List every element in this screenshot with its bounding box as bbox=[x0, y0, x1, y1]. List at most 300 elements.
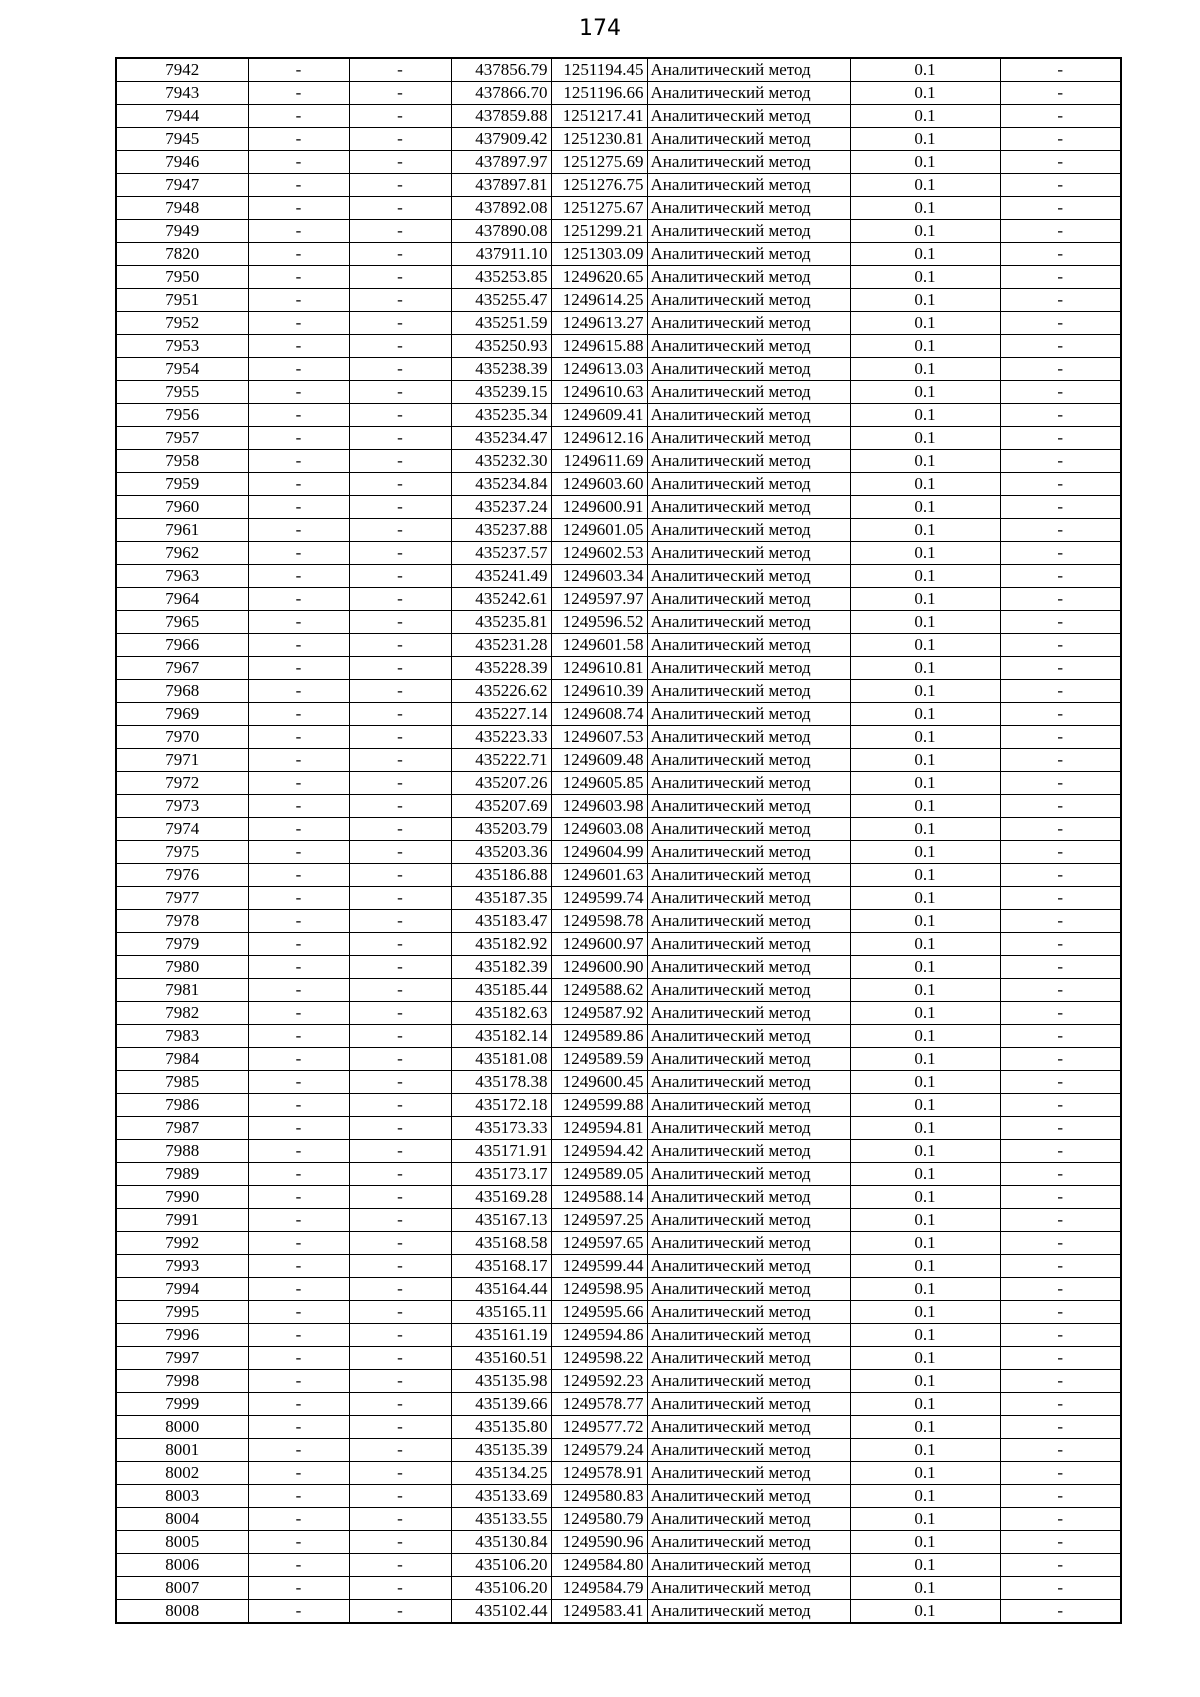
x-coordinate-cell: 435182.39 bbox=[451, 956, 551, 979]
column-8-cell: - bbox=[1000, 58, 1121, 82]
accuracy-cell: 0.1 bbox=[850, 220, 1000, 243]
column-2-cell: - bbox=[248, 174, 349, 197]
column-8-cell: - bbox=[1000, 1508, 1121, 1531]
point-number-cell: 7962 bbox=[116, 542, 248, 565]
table-row bbox=[116, 1048, 1121, 1071]
accuracy-cell: 0.1 bbox=[850, 1232, 1000, 1255]
point-number-cell: 7986 bbox=[116, 1094, 248, 1117]
column-8-cell: - bbox=[1000, 404, 1121, 427]
column-2-cell: - bbox=[248, 1393, 349, 1416]
column-2-cell: - bbox=[248, 381, 349, 404]
column-2-cell: - bbox=[248, 197, 349, 220]
column-8-cell: - bbox=[1000, 1439, 1121, 1462]
column-2-cell: - bbox=[248, 657, 349, 680]
accuracy-cell: 0.1 bbox=[850, 1140, 1000, 1163]
x-coordinate-cell: 435168.58 bbox=[451, 1232, 551, 1255]
accuracy-cell: 0.1 bbox=[850, 519, 1000, 542]
column-8-cell: - bbox=[1000, 1600, 1121, 1624]
column-3-cell: - bbox=[349, 956, 451, 979]
x-coordinate-cell: 435222.71 bbox=[451, 749, 551, 772]
point-number-cell: 7957 bbox=[116, 427, 248, 450]
x-coordinate-cell: 435203.36 bbox=[451, 841, 551, 864]
accuracy-cell: 0.1 bbox=[850, 381, 1000, 404]
method-cell: Аналитический метод bbox=[647, 335, 850, 358]
column-2-cell: - bbox=[248, 1002, 349, 1025]
column-8-cell: - bbox=[1000, 151, 1121, 174]
point-number-cell: 7998 bbox=[116, 1370, 248, 1393]
point-number-cell: 7960 bbox=[116, 496, 248, 519]
method-cell: Аналитический метод bbox=[647, 450, 850, 473]
method-cell: Аналитический метод bbox=[647, 542, 850, 565]
accuracy-cell: 0.1 bbox=[850, 726, 1000, 749]
x-coordinate-cell: 435135.39 bbox=[451, 1439, 551, 1462]
column-2-cell: - bbox=[248, 887, 349, 910]
column-2-cell: - bbox=[248, 1232, 349, 1255]
column-3-cell: - bbox=[349, 82, 451, 105]
y-coordinate-cell: 1249580.79 bbox=[551, 1508, 647, 1531]
method-cell: Аналитический метод bbox=[647, 220, 850, 243]
x-coordinate-cell: 435139.66 bbox=[451, 1393, 551, 1416]
x-coordinate-cell: 435255.47 bbox=[451, 289, 551, 312]
accuracy-cell: 0.1 bbox=[850, 450, 1000, 473]
point-number-cell: 7951 bbox=[116, 289, 248, 312]
column-3-cell: - bbox=[349, 289, 451, 312]
accuracy-cell: 0.1 bbox=[850, 611, 1000, 634]
y-coordinate-cell: 1249608.74 bbox=[551, 703, 647, 726]
table-row bbox=[116, 542, 1121, 565]
y-coordinate-cell: 1249578.91 bbox=[551, 1462, 647, 1485]
point-number-cell: 7969 bbox=[116, 703, 248, 726]
table-row bbox=[116, 956, 1121, 979]
column-3-cell: - bbox=[349, 1554, 451, 1577]
x-coordinate-cell: 435130.84 bbox=[451, 1531, 551, 1554]
accuracy-cell: 0.1 bbox=[850, 1347, 1000, 1370]
x-coordinate-cell: 435203.79 bbox=[451, 818, 551, 841]
y-coordinate-cell: 1249614.25 bbox=[551, 289, 647, 312]
method-cell: Аналитический метод bbox=[647, 243, 850, 266]
table-row bbox=[116, 1071, 1121, 1094]
y-coordinate-cell: 1251275.67 bbox=[551, 197, 647, 220]
x-coordinate-cell: 437856.79 bbox=[451, 58, 551, 82]
y-coordinate-cell: 1249583.41 bbox=[551, 1600, 647, 1624]
accuracy-cell: 0.1 bbox=[850, 1577, 1000, 1600]
method-cell: Аналитический метод bbox=[647, 1232, 850, 1255]
method-cell: Аналитический метод bbox=[647, 473, 850, 496]
page-number: 174 bbox=[579, 16, 621, 41]
table-row bbox=[116, 588, 1121, 611]
table-row bbox=[116, 749, 1121, 772]
table-row bbox=[116, 404, 1121, 427]
x-coordinate-cell: 435227.14 bbox=[451, 703, 551, 726]
column-2-cell: - bbox=[248, 1163, 349, 1186]
column-8-cell: - bbox=[1000, 1140, 1121, 1163]
table-row bbox=[116, 105, 1121, 128]
column-2-cell: - bbox=[248, 1278, 349, 1301]
column-3-cell: - bbox=[349, 1186, 451, 1209]
accuracy-cell: 0.1 bbox=[850, 933, 1000, 956]
method-cell: Аналитический метод bbox=[647, 726, 850, 749]
column-3-cell: - bbox=[349, 611, 451, 634]
x-coordinate-cell: 435253.85 bbox=[451, 266, 551, 289]
method-cell: Аналитический метод bbox=[647, 887, 850, 910]
accuracy-cell: 0.1 bbox=[850, 1393, 1000, 1416]
column-2-cell: - bbox=[248, 933, 349, 956]
column-2-cell: - bbox=[248, 105, 349, 128]
x-coordinate-cell: 435160.51 bbox=[451, 1347, 551, 1370]
y-coordinate-cell: 1249577.72 bbox=[551, 1416, 647, 1439]
x-coordinate-cell: 435165.11 bbox=[451, 1301, 551, 1324]
table-row bbox=[116, 220, 1121, 243]
table-row bbox=[116, 1439, 1121, 1462]
y-coordinate-cell: 1249598.95 bbox=[551, 1278, 647, 1301]
method-cell: Аналитический метод bbox=[647, 1094, 850, 1117]
column-3-cell: - bbox=[349, 588, 451, 611]
method-cell: Аналитический метод bbox=[647, 1347, 850, 1370]
point-number-cell: 8003 bbox=[116, 1485, 248, 1508]
accuracy-cell: 0.1 bbox=[850, 680, 1000, 703]
column-8-cell: - bbox=[1000, 634, 1121, 657]
method-cell: Аналитический метод bbox=[647, 1255, 850, 1278]
column-3-cell: - bbox=[349, 105, 451, 128]
column-8-cell: - bbox=[1000, 1186, 1121, 1209]
y-coordinate-cell: 1249579.24 bbox=[551, 1439, 647, 1462]
table-row bbox=[116, 657, 1121, 680]
point-number-cell: 7984 bbox=[116, 1048, 248, 1071]
column-8-cell: - bbox=[1000, 910, 1121, 933]
y-coordinate-cell: 1249589.05 bbox=[551, 1163, 647, 1186]
x-coordinate-cell: 435226.62 bbox=[451, 680, 551, 703]
column-8-cell: - bbox=[1000, 1002, 1121, 1025]
table-row bbox=[116, 1094, 1121, 1117]
column-3-cell: - bbox=[349, 519, 451, 542]
accuracy-cell: 0.1 bbox=[850, 1508, 1000, 1531]
method-cell: Аналитический метод bbox=[647, 956, 850, 979]
column-3-cell: - bbox=[349, 1347, 451, 1370]
column-8-cell: - bbox=[1000, 956, 1121, 979]
column-8-cell: - bbox=[1000, 82, 1121, 105]
y-coordinate-cell: 1249610.39 bbox=[551, 680, 647, 703]
method-cell: Аналитический метод bbox=[647, 1508, 850, 1531]
method-cell: Аналитический метод bbox=[647, 174, 850, 197]
column-8-cell: - bbox=[1000, 1094, 1121, 1117]
column-3-cell: - bbox=[349, 266, 451, 289]
column-3-cell: - bbox=[349, 1462, 451, 1485]
method-cell: Аналитический метод bbox=[647, 1554, 850, 1577]
point-number-cell: 7948 bbox=[116, 197, 248, 220]
column-8-cell: - bbox=[1000, 864, 1121, 887]
table-row bbox=[116, 1209, 1121, 1232]
x-coordinate-cell: 435237.24 bbox=[451, 496, 551, 519]
point-number-cell: 7974 bbox=[116, 818, 248, 841]
x-coordinate-cell: 435171.91 bbox=[451, 1140, 551, 1163]
table-row bbox=[116, 1301, 1121, 1324]
column-2-cell: - bbox=[248, 1140, 349, 1163]
point-number-cell: 7992 bbox=[116, 1232, 248, 1255]
method-cell: Аналитический метод bbox=[647, 1577, 850, 1600]
table-row bbox=[116, 128, 1121, 151]
x-coordinate-cell: 435182.92 bbox=[451, 933, 551, 956]
method-cell: Аналитический метод bbox=[647, 1071, 850, 1094]
point-number-cell: 7975 bbox=[116, 841, 248, 864]
point-number-cell: 7979 bbox=[116, 933, 248, 956]
y-coordinate-cell: 1249597.65 bbox=[551, 1232, 647, 1255]
x-coordinate-cell: 435242.61 bbox=[451, 588, 551, 611]
accuracy-cell: 0.1 bbox=[850, 1554, 1000, 1577]
column-3-cell: - bbox=[349, 979, 451, 1002]
x-coordinate-cell: 435239.15 bbox=[451, 381, 551, 404]
x-coordinate-cell: 435223.33 bbox=[451, 726, 551, 749]
column-2-cell: - bbox=[248, 1600, 349, 1624]
point-number-cell: 7961 bbox=[116, 519, 248, 542]
column-2-cell: - bbox=[248, 427, 349, 450]
column-8-cell: - bbox=[1000, 1531, 1121, 1554]
point-number-cell: 8005 bbox=[116, 1531, 248, 1554]
x-coordinate-cell: 435207.26 bbox=[451, 772, 551, 795]
table-row bbox=[116, 358, 1121, 381]
column-8-cell: - bbox=[1000, 1324, 1121, 1347]
method-cell: Аналитический метод bbox=[647, 381, 850, 404]
x-coordinate-cell: 435173.33 bbox=[451, 1117, 551, 1140]
column-2-cell: - bbox=[248, 565, 349, 588]
x-coordinate-cell: 435241.49 bbox=[451, 565, 551, 588]
column-2-cell: - bbox=[248, 1577, 349, 1600]
column-2-cell: - bbox=[248, 749, 349, 772]
x-coordinate-cell: 435168.17 bbox=[451, 1255, 551, 1278]
column-3-cell: - bbox=[349, 1002, 451, 1025]
column-3-cell: - bbox=[349, 841, 451, 864]
point-number-cell: 8004 bbox=[116, 1508, 248, 1531]
column-3-cell: - bbox=[349, 243, 451, 266]
column-8-cell: - bbox=[1000, 933, 1121, 956]
method-cell: Аналитический метод bbox=[647, 841, 850, 864]
table-row bbox=[116, 1140, 1121, 1163]
column-8-cell: - bbox=[1000, 1485, 1121, 1508]
y-coordinate-cell: 1249594.86 bbox=[551, 1324, 647, 1347]
x-coordinate-cell: 435251.59 bbox=[451, 312, 551, 335]
point-number-cell: 7981 bbox=[116, 979, 248, 1002]
accuracy-cell: 0.1 bbox=[850, 1025, 1000, 1048]
point-number-cell: 7944 bbox=[116, 105, 248, 128]
table-row bbox=[116, 841, 1121, 864]
y-coordinate-cell: 1249584.80 bbox=[551, 1554, 647, 1577]
table-row bbox=[116, 1255, 1121, 1278]
x-coordinate-cell: 435182.14 bbox=[451, 1025, 551, 1048]
accuracy-cell: 0.1 bbox=[850, 1278, 1000, 1301]
column-2-cell: - bbox=[248, 1186, 349, 1209]
column-3-cell: - bbox=[349, 1324, 451, 1347]
table-row bbox=[116, 1186, 1121, 1209]
column-2-cell: - bbox=[248, 634, 349, 657]
table-row bbox=[116, 496, 1121, 519]
x-coordinate-cell: 437859.88 bbox=[451, 105, 551, 128]
method-cell: Аналитический метод bbox=[647, 1278, 850, 1301]
table-row bbox=[116, 1554, 1121, 1577]
y-coordinate-cell: 1249600.91 bbox=[551, 496, 647, 519]
column-8-cell: - bbox=[1000, 1209, 1121, 1232]
point-number-cell: 7994 bbox=[116, 1278, 248, 1301]
column-8-cell: - bbox=[1000, 427, 1121, 450]
column-8-cell: - bbox=[1000, 1554, 1121, 1577]
y-coordinate-cell: 1249578.77 bbox=[551, 1393, 647, 1416]
table-row bbox=[116, 266, 1121, 289]
method-cell: Аналитический метод bbox=[647, 772, 850, 795]
point-number-cell: 7964 bbox=[116, 588, 248, 611]
method-cell: Аналитический метод bbox=[647, 611, 850, 634]
y-coordinate-cell: 1249599.44 bbox=[551, 1255, 647, 1278]
x-coordinate-cell: 435135.98 bbox=[451, 1370, 551, 1393]
method-cell: Аналитический метод bbox=[647, 1301, 850, 1324]
method-cell: Аналитический метод bbox=[647, 1439, 850, 1462]
y-coordinate-cell: 1249601.63 bbox=[551, 864, 647, 887]
column-3-cell: - bbox=[349, 496, 451, 519]
column-2-cell: - bbox=[248, 312, 349, 335]
y-coordinate-cell: 1249609.48 bbox=[551, 749, 647, 772]
y-coordinate-cell: 1249604.99 bbox=[551, 841, 647, 864]
y-coordinate-cell: 1251299.21 bbox=[551, 220, 647, 243]
table-row bbox=[116, 427, 1121, 450]
column-8-cell: - bbox=[1000, 473, 1121, 496]
x-coordinate-cell: 435178.38 bbox=[451, 1071, 551, 1094]
table-row bbox=[116, 289, 1121, 312]
table-row bbox=[116, 1416, 1121, 1439]
accuracy-cell: 0.1 bbox=[850, 1071, 1000, 1094]
column-3-cell: - bbox=[349, 795, 451, 818]
method-cell: Аналитический метод bbox=[647, 519, 850, 542]
method-cell: Аналитический метод bbox=[647, 565, 850, 588]
method-cell: Аналитический метод bbox=[647, 634, 850, 657]
column-2-cell: - bbox=[248, 266, 349, 289]
point-number-cell: 7991 bbox=[116, 1209, 248, 1232]
accuracy-cell: 0.1 bbox=[850, 795, 1000, 818]
accuracy-cell: 0.1 bbox=[850, 1370, 1000, 1393]
method-cell: Аналитический метод bbox=[647, 933, 850, 956]
point-number-cell: 7985 bbox=[116, 1071, 248, 1094]
point-number-cell: 8001 bbox=[116, 1439, 248, 1462]
method-cell: Аналитический метод bbox=[647, 795, 850, 818]
table-row bbox=[116, 1393, 1121, 1416]
x-coordinate-cell: 435234.47 bbox=[451, 427, 551, 450]
accuracy-cell: 0.1 bbox=[850, 565, 1000, 588]
column-2-cell: - bbox=[248, 1094, 349, 1117]
method-cell: Аналитический метод bbox=[647, 749, 850, 772]
method-cell: Аналитический метод bbox=[647, 358, 850, 381]
accuracy-cell: 0.1 bbox=[850, 542, 1000, 565]
accuracy-cell: 0.1 bbox=[850, 887, 1000, 910]
column-3-cell: - bbox=[349, 1232, 451, 1255]
column-3-cell: - bbox=[349, 634, 451, 657]
point-number-cell: 7965 bbox=[116, 611, 248, 634]
column-2-cell: - bbox=[248, 1071, 349, 1094]
point-number-cell: 7971 bbox=[116, 749, 248, 772]
column-3-cell: - bbox=[349, 1393, 451, 1416]
x-coordinate-cell: 435181.08 bbox=[451, 1048, 551, 1071]
table-row bbox=[116, 726, 1121, 749]
column-2-cell: - bbox=[248, 1554, 349, 1577]
x-coordinate-cell: 435106.20 bbox=[451, 1577, 551, 1600]
column-3-cell: - bbox=[349, 151, 451, 174]
column-3-cell: - bbox=[349, 312, 451, 335]
accuracy-cell: 0.1 bbox=[850, 772, 1000, 795]
column-2-cell: - bbox=[248, 818, 349, 841]
x-coordinate-cell: 435164.44 bbox=[451, 1278, 551, 1301]
column-8-cell: - bbox=[1000, 335, 1121, 358]
method-cell: Аналитический метод bbox=[647, 1393, 850, 1416]
x-coordinate-cell: 437909.42 bbox=[451, 128, 551, 151]
y-coordinate-cell: 1249611.69 bbox=[551, 450, 647, 473]
table-row bbox=[116, 634, 1121, 657]
method-cell: Аналитический метод bbox=[647, 1025, 850, 1048]
accuracy-cell: 0.1 bbox=[850, 1301, 1000, 1324]
point-number-cell: 7967 bbox=[116, 657, 248, 680]
x-coordinate-cell: 435207.69 bbox=[451, 795, 551, 818]
accuracy-cell: 0.1 bbox=[850, 864, 1000, 887]
accuracy-cell: 0.1 bbox=[850, 588, 1000, 611]
column-2-cell: - bbox=[248, 841, 349, 864]
y-coordinate-cell: 1249598.22 bbox=[551, 1347, 647, 1370]
method-cell: Аналитический метод bbox=[647, 864, 850, 887]
point-number-cell: 7972 bbox=[116, 772, 248, 795]
table-row bbox=[116, 1347, 1121, 1370]
point-number-cell: 7970 bbox=[116, 726, 248, 749]
column-8-cell: - bbox=[1000, 128, 1121, 151]
y-coordinate-cell: 1249588.14 bbox=[551, 1186, 647, 1209]
column-3-cell: - bbox=[349, 726, 451, 749]
method-cell: Аналитический метод bbox=[647, 1370, 850, 1393]
y-coordinate-cell: 1249596.52 bbox=[551, 611, 647, 634]
y-coordinate-cell: 1249613.27 bbox=[551, 312, 647, 335]
method-cell: Аналитический метод bbox=[647, 979, 850, 1002]
table-row bbox=[116, 473, 1121, 496]
table-row bbox=[116, 1531, 1121, 1554]
accuracy-cell: 0.1 bbox=[850, 197, 1000, 220]
column-3-cell: - bbox=[349, 680, 451, 703]
column-2-cell: - bbox=[248, 956, 349, 979]
accuracy-cell: 0.1 bbox=[850, 1462, 1000, 1485]
point-number-cell: 7954 bbox=[116, 358, 248, 381]
x-coordinate-cell: 435169.28 bbox=[451, 1186, 551, 1209]
y-coordinate-cell: 1251230.81 bbox=[551, 128, 647, 151]
table-row bbox=[116, 1232, 1121, 1255]
accuracy-cell: 0.1 bbox=[850, 657, 1000, 680]
column-8-cell: - bbox=[1000, 1347, 1121, 1370]
table-row bbox=[116, 1278, 1121, 1301]
column-3-cell: - bbox=[349, 657, 451, 680]
column-8-cell: - bbox=[1000, 703, 1121, 726]
table-row bbox=[116, 1508, 1121, 1531]
y-coordinate-cell: 1249589.59 bbox=[551, 1048, 647, 1071]
column-8-cell: - bbox=[1000, 1393, 1121, 1416]
accuracy-cell: 0.1 bbox=[850, 703, 1000, 726]
table-row bbox=[116, 565, 1121, 588]
column-3-cell: - bbox=[349, 450, 451, 473]
y-coordinate-cell: 1249601.58 bbox=[551, 634, 647, 657]
y-coordinate-cell: 1249597.25 bbox=[551, 1209, 647, 1232]
point-number-cell: 7983 bbox=[116, 1025, 248, 1048]
table-row bbox=[116, 864, 1121, 887]
column-3-cell: - bbox=[349, 58, 451, 82]
method-cell: Аналитический метод bbox=[647, 1600, 850, 1624]
point-number-cell: 7996 bbox=[116, 1324, 248, 1347]
method-cell: Аналитический метод bbox=[647, 1186, 850, 1209]
x-coordinate-cell: 435237.57 bbox=[451, 542, 551, 565]
accuracy-cell: 0.1 bbox=[850, 496, 1000, 519]
table-row bbox=[116, 979, 1121, 1002]
method-cell: Аналитический метод bbox=[647, 588, 850, 611]
y-coordinate-cell: 1249605.85 bbox=[551, 772, 647, 795]
x-coordinate-cell: 435235.81 bbox=[451, 611, 551, 634]
y-coordinate-cell: 1249580.83 bbox=[551, 1485, 647, 1508]
column-2-cell: - bbox=[248, 1324, 349, 1347]
